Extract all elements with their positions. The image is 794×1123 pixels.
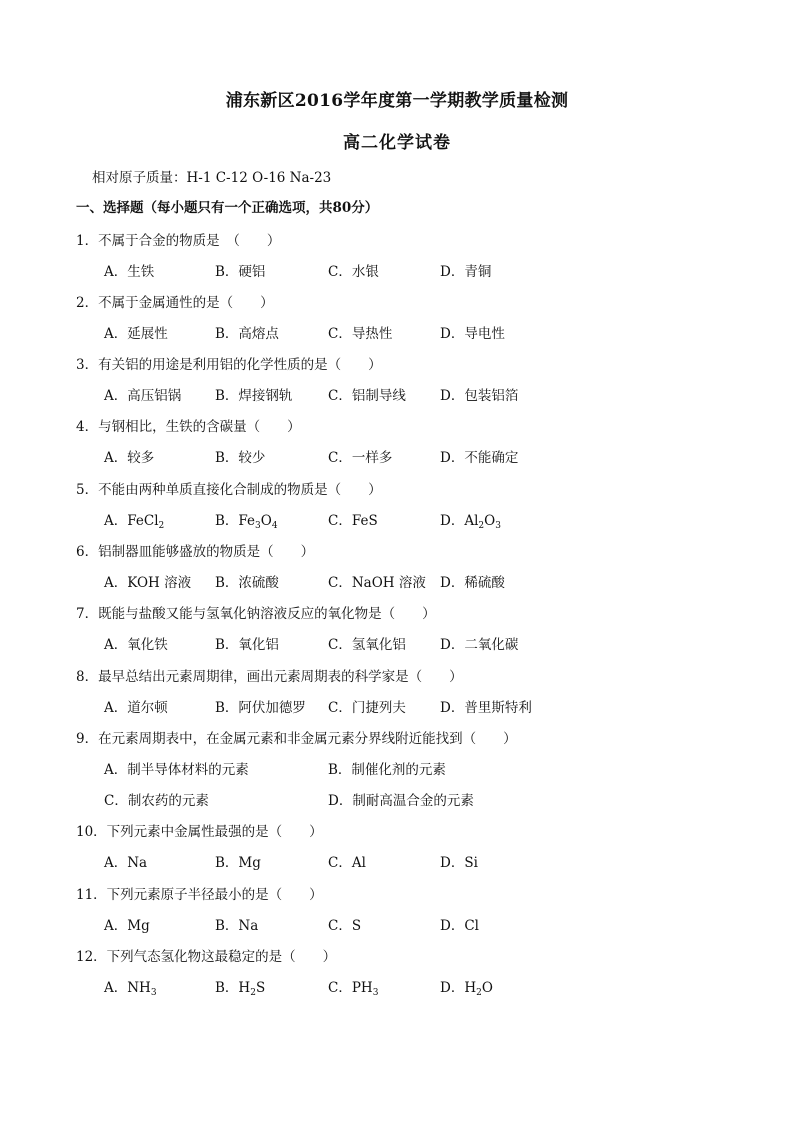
formula-part: 2 [478, 521, 485, 531]
formula-part: A．FeCl [104, 513, 159, 529]
option-c [328, 976, 378, 998]
option-d: D．制耐高温合金的元素 [328, 793, 474, 809]
formula-part: D．Al [440, 513, 479, 529]
option-b: B．浓硫酸 [215, 575, 279, 591]
option-d: D．稀硫酸 [440, 575, 505, 591]
option-b: B．阿伏加德罗 [215, 700, 306, 716]
option-c: C．制农药的元素 [104, 793, 209, 809]
option-c: C．水银 [328, 264, 379, 280]
exam-title: 浦东新区2016学年度第一学期教学质量检测 [225, 91, 569, 111]
option-d: D．包装铝箔 [440, 388, 519, 404]
option-d: D．二氧化碳 [440, 637, 519, 653]
formula-part: C．FeS [328, 513, 378, 529]
formula-part: 2 [158, 521, 165, 531]
formula-part: 3 [372, 988, 379, 998]
question-stem: 3．有关铝的用途是利用铝的化学性质的是（ ） [76, 357, 382, 373]
option-d: D．Cl [440, 918, 479, 934]
option-a: A．氧化铁 [104, 637, 168, 653]
question-stem: 5．不能由两种单质直接化合制成的物质是（ ） [76, 482, 382, 498]
formula-part: O [481, 980, 493, 996]
formula-part: 2 [476, 988, 482, 998]
option-b: B．焊接钢轨 [215, 388, 293, 404]
option-b [215, 976, 265, 998]
option-b: B．氧化铝 [215, 637, 279, 653]
formula-part: 3 [150, 988, 157, 998]
formula-part: D．H [440, 980, 477, 996]
option-d: D．不能确定 [440, 450, 519, 466]
option-a: A．生铁 [104, 264, 155, 280]
option-a: A．Na [104, 855, 148, 871]
option-b: B．硬铝 [215, 264, 266, 280]
option-c [328, 509, 378, 529]
question-stem: 4．与钢相比，生铁的含碳量（ ） [76, 419, 301, 435]
option-d: D．导电性 [440, 326, 505, 342]
option-a [104, 976, 157, 998]
question-stem: 10．下列元素中金属性最强的是（ ） [76, 824, 323, 840]
exam-subtitle: 高二化学试卷 [343, 133, 451, 153]
option-d: D．青铜 [440, 264, 492, 280]
option-d: D．Si [440, 855, 478, 871]
option-a: A．延展性 [104, 326, 168, 342]
formula-part: A．NH [104, 980, 151, 996]
option-b [215, 509, 278, 531]
formula-part: S [255, 980, 266, 996]
question-stem: 12．下列气态氢化物这最稳定的是（ ） [76, 949, 337, 965]
option-a [104, 509, 164, 531]
option-b: B．Mg [215, 855, 261, 871]
option-d: D．普里斯特利 [440, 700, 532, 716]
question-stem: 8．最早总结出元素周期律，画出元素周期表的科学家是（ ） [76, 669, 463, 685]
option-b: B．较少 [215, 450, 266, 466]
formula-part: 3 [495, 521, 501, 531]
option-a: A．Mg [104, 918, 150, 934]
question-stem: 2．不属于金属通性的是（ ） [76, 295, 274, 311]
formula-part: B．Fe [215, 513, 256, 529]
section-heading: 一、选择题（每小题只有一个正确选项，共80分） [76, 200, 379, 216]
option-a: A．KOH 溶液 [104, 575, 192, 591]
option-c: C．导热性 [328, 326, 393, 342]
formula-part: C．PH [328, 980, 373, 996]
formula-part: B．H [215, 980, 251, 996]
formula-part: O [484, 513, 496, 529]
option-c: C．NaOH 溶液 [328, 575, 426, 591]
question-stem: 6．铝制器皿能够盛放的物质是（ ） [76, 544, 315, 560]
option-c: C．一样多 [328, 450, 393, 466]
question-stem: 11．下列元素原子半径最小的是（ ） [76, 887, 323, 903]
atomic-mass-note: 相对原子质量：H-1 C-12 O-16 Na-23 [92, 170, 332, 186]
option-c: C．Al [328, 855, 366, 871]
formula-part: 2 [250, 988, 256, 998]
formula-part: 3 [255, 521, 261, 531]
formula-part: O [260, 513, 272, 529]
option-c: C．门捷列夫 [328, 700, 406, 716]
option-a: A．道尔顿 [104, 700, 168, 716]
question-stem: 9．在元素周期表中，在金属元素和非金属元素分界线附近能找到（ ） [76, 731, 517, 747]
question-stem: 1．不属于合金的物质是 （ ） [76, 233, 281, 249]
option-a: A．制半导体材料的元素 [104, 762, 249, 778]
option-d [440, 509, 501, 531]
question-stem: 7．既能与盐酸又能与氢氧化钠溶液反应的氧化物是（ ） [76, 606, 436, 622]
formula-part: 4 [271, 521, 278, 531]
option-c: C．氢氧化铝 [328, 637, 406, 653]
option-b: B．高熔点 [215, 326, 279, 342]
option-b: B．Na [215, 918, 259, 934]
option-a: A．高压铝锅 [104, 388, 182, 404]
option-a: A．较多 [104, 450, 155, 466]
option-c: C．铝制导线 [328, 388, 406, 404]
option-b: B．制催化剂的元素 [328, 762, 446, 778]
option-d [440, 976, 493, 998]
option-c: C．S [328, 918, 362, 934]
